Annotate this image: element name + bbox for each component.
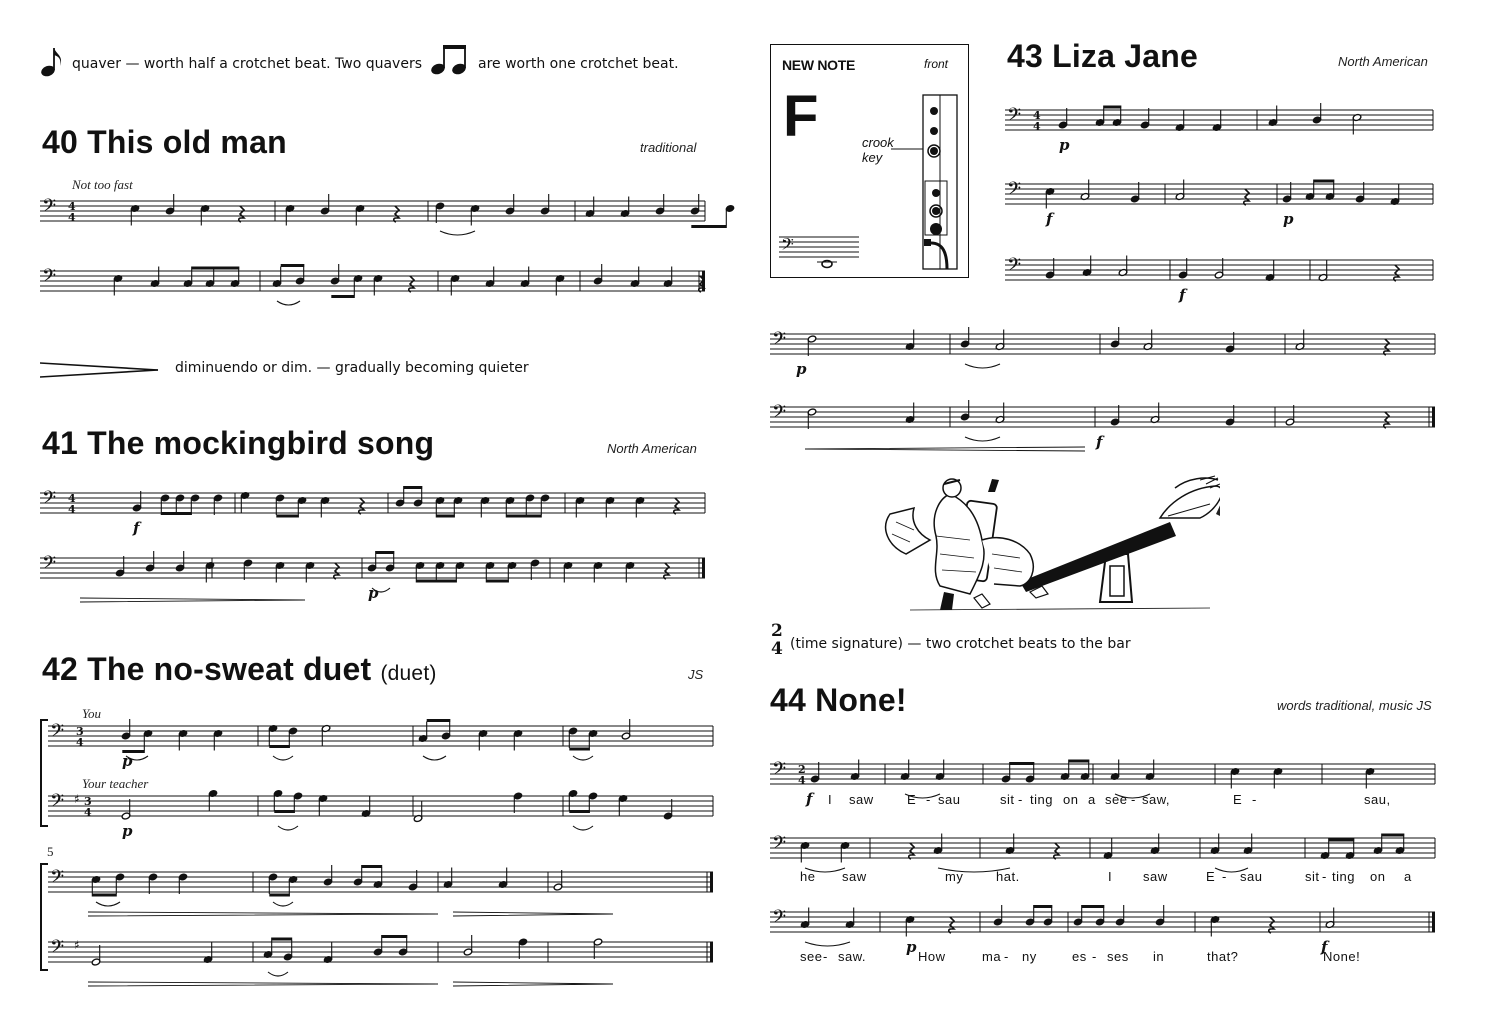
lyric-word: sau — [1240, 869, 1263, 884]
piece-42-subtitle: (duet) — [380, 662, 437, 685]
crook-key-label-1: crook — [862, 135, 894, 150]
note-beam — [416, 580, 457, 583]
staff-44-3 — [770, 906, 1440, 956]
note-beam — [1382, 834, 1405, 837]
dynamic-marking: f — [1179, 286, 1186, 304]
bass-clef-icon: 𝄢 — [772, 833, 787, 858]
dynamic-marking: f — [133, 519, 140, 537]
piece-42-title — [42, 651, 437, 688]
final-barline-thick — [1432, 912, 1435, 932]
time-signature-2-4 — [770, 620, 786, 660]
time-sig-bottom: 4 — [771, 639, 783, 659]
staff-43-1 — [1005, 104, 1440, 164]
piece-41-title: 41 The mockingbird song — [42, 425, 435, 461]
dynamic-marking: p — [1059, 136, 1070, 154]
staff-42-4 — [48, 936, 718, 976]
two-quavers-symbol — [430, 44, 470, 76]
lyric-word: ting — [1332, 869, 1355, 884]
dynamic-marking: p — [796, 360, 807, 378]
note-beam — [569, 748, 590, 751]
note-beam — [376, 551, 395, 554]
dynamic-marking: p — [122, 752, 133, 770]
bass-clef-icon: 𝄢 — [1007, 255, 1022, 280]
staff-42-2 — [48, 790, 718, 840]
bass-clef-icon: 𝄢 — [1007, 105, 1022, 130]
note-beam — [269, 894, 290, 897]
note-beam — [1082, 905, 1105, 908]
lyric-word: - — [1004, 949, 1009, 964]
staff-41-1 — [40, 487, 710, 547]
new-note-letter: F — [783, 84, 819, 149]
piece-42-title-main: 42 The no-sweat duet — [42, 651, 372, 687]
slur — [278, 826, 298, 830]
time-signature-bottom: 4 — [76, 736, 84, 749]
bass-clef-icon: 𝄢 — [50, 721, 65, 746]
lyric-word: saw — [1143, 869, 1168, 884]
note-beam — [427, 719, 451, 722]
note-beam — [269, 745, 290, 748]
note-beam — [161, 512, 192, 515]
time-signature-top: 4 — [68, 200, 76, 213]
note-beam — [331, 295, 355, 298]
time-signature-top: 3 — [76, 725, 84, 738]
crotchet-rest — [1394, 265, 1399, 281]
diminuendo-hairpin — [453, 912, 613, 916]
note-beam — [192, 267, 240, 270]
bass-clef-icon: 𝄢 — [50, 791, 65, 816]
lyric-word: ny — [1022, 949, 1037, 964]
note-beam — [92, 894, 117, 897]
bass-clef-icon: 𝄢 — [50, 867, 65, 892]
crook-key-label — [862, 135, 894, 165]
lyric-word: E — [907, 792, 917, 807]
lyrics-line-2 — [770, 869, 1440, 887]
bass-clef-icon: 𝄢 — [42, 553, 57, 578]
note-beam — [569, 810, 590, 813]
note-beam — [272, 938, 293, 941]
diminuendo-hairpin — [80, 598, 305, 602]
note-beam — [1010, 762, 1034, 765]
crotchet-rest — [334, 563, 339, 579]
time-signature-bottom: 4 — [68, 211, 76, 224]
bass-clef-icon: 𝄢 — [50, 937, 65, 962]
final-barline-thick — [710, 872, 713, 892]
part-label-teacher: Your teacher — [82, 776, 149, 791]
piece-40-credit: traditional — [640, 140, 697, 155]
lyric-word: - — [1092, 949, 1097, 964]
bass-clef-icon: 𝄢 — [42, 196, 57, 221]
lyric-word: on — [1063, 792, 1079, 807]
lyric-word: saw, — [1142, 792, 1171, 807]
piece-40-title: 40 This old man — [42, 124, 287, 160]
crotchet-rest — [1054, 843, 1059, 859]
slur — [805, 942, 850, 946]
time-signature-definition: (time signature) — two crotchet beats to the bar — [790, 636, 1131, 652]
lyric-word: I — [1108, 869, 1113, 884]
lyric-word: - — [1252, 792, 1257, 807]
final-barline-thick — [702, 558, 705, 578]
new-note-staff — [779, 231, 889, 271]
note-beam — [1034, 905, 1053, 908]
bass-clef-icon: 𝄢 — [772, 329, 787, 354]
lyric-word: that? — [1207, 949, 1239, 964]
final-barline-thick — [710, 942, 713, 962]
lyric-word: sau — [938, 792, 961, 807]
key-signature-sharp: ♯ — [74, 938, 80, 952]
lyric-word: a — [1404, 869, 1412, 884]
slur — [440, 231, 475, 235]
part-label-you: You — [82, 706, 102, 721]
note-beam — [1314, 180, 1335, 183]
staff-44-2 — [770, 832, 1440, 872]
slur — [573, 826, 593, 830]
dynamic-marking: p — [906, 938, 917, 956]
key-signature-sharp: ♯ — [74, 792, 80, 806]
note-beam — [281, 264, 305, 267]
crook-key-label-2: key — [862, 150, 883, 165]
slur — [273, 902, 293, 906]
slur — [273, 756, 293, 760]
piece-40-tempo: Not too fast — [72, 177, 133, 192]
bassoonist-seesaw-illustration — [870, 474, 1220, 614]
note-beam — [1104, 106, 1122, 109]
lyric-word: saw — [842, 869, 867, 884]
crotchet-rest — [409, 276, 414, 292]
dynamic-marking: f — [1321, 938, 1328, 956]
crotchet-rest — [394, 206, 399, 222]
crotchet-rest — [1244, 189, 1249, 205]
crotchet-rest — [949, 917, 954, 933]
note-beam — [276, 515, 299, 518]
dynamic-marking: p — [1283, 210, 1294, 228]
note-beam — [436, 515, 455, 518]
lyric-word: es — [1072, 949, 1087, 964]
dynamic-marking: f — [1046, 210, 1053, 228]
staff-41-2 — [40, 552, 710, 612]
diminuendo-hairpin — [88, 912, 438, 916]
note-beam — [274, 810, 295, 813]
time-signature-bottom: 4 — [798, 774, 806, 787]
lyrics-line-1 — [770, 792, 1440, 810]
piece-44-credit: words traditional, music JS — [1277, 698, 1432, 713]
time-signature-bottom: 4 — [84, 806, 92, 819]
slur — [96, 902, 120, 906]
slur — [268, 972, 288, 976]
lyric-word: sit — [1000, 792, 1015, 807]
bass-clef-icon: 𝄢 — [772, 402, 787, 427]
svg-text:𝄢: 𝄢 — [781, 234, 794, 258]
quaver-definition-tail: are worth one crotchet beat. — [478, 56, 679, 72]
slur — [423, 756, 446, 760]
staff-43-4 — [770, 328, 1440, 388]
diminuendo-hairpin — [40, 360, 160, 380]
bass-clef-icon: 𝄢 — [772, 759, 787, 784]
lyric-word: in — [1153, 949, 1165, 964]
piece-43-credit: North American — [1338, 54, 1428, 69]
slur — [277, 301, 300, 305]
staff-42-3 — [48, 866, 718, 916]
piece-41-credit: North American — [607, 441, 697, 456]
diminuendo-hairpin — [88, 982, 438, 986]
crotchet-rest — [664, 563, 669, 579]
slur — [965, 364, 1000, 368]
bass-clef-icon: 𝄢 — [772, 907, 787, 932]
note-beam — [404, 486, 423, 489]
dynamic-marking: p — [368, 584, 379, 602]
piece-44-title: 44 None! — [770, 682, 907, 718]
lyric-word: saw. — [838, 949, 867, 964]
crotchet-rest — [1269, 917, 1274, 933]
lyric-word: - — [823, 949, 828, 964]
lyric-word: see — [800, 949, 823, 964]
dynamic-marking: f — [1096, 433, 1103, 451]
lyric-word: a — [1088, 792, 1096, 807]
diminuendo-definition: diminuendo or dim. — gradually becoming quieter — [175, 360, 529, 376]
time-signature-bottom: 4 — [1033, 120, 1041, 133]
lyric-word: ting — [1030, 792, 1053, 807]
lyric-word: - — [1018, 792, 1023, 807]
dynamic-marking: f — [806, 790, 813, 808]
slur — [573, 756, 593, 760]
new-note-box — [770, 44, 969, 278]
lyric-word: None! — [1323, 949, 1361, 964]
crotchet-rest — [359, 498, 364, 514]
crotchet-rest — [239, 206, 244, 222]
crescendo-hairpin — [805, 447, 1085, 451]
staff-42-1 — [48, 720, 718, 770]
final-barline-thick — [1432, 407, 1435, 427]
note-beam — [382, 935, 408, 938]
lyric-word: E — [1206, 869, 1216, 884]
time-signature-top: 3 — [84, 795, 92, 808]
bassoon-fingering-chart — [891, 93, 961, 271]
lyric-word: I — [828, 792, 833, 807]
time-signature-top: 4 — [1033, 109, 1041, 122]
lyric-word: my — [945, 869, 964, 884]
time-sig-top: 2 — [771, 621, 783, 641]
piece-42-credit: JS — [688, 667, 704, 682]
bass-clef-icon: 𝄢 — [42, 266, 57, 291]
staff-40-1 — [40, 195, 710, 245]
crotchet-rest — [1384, 339, 1389, 355]
bass-clef-icon: 𝄢 — [1007, 179, 1022, 204]
lyric-word: sau, — [1364, 792, 1391, 807]
staff-43-2 — [1005, 178, 1440, 238]
crotchet-rest — [674, 498, 679, 514]
staff-40-2 — [40, 265, 710, 315]
lyric-word: - — [1131, 792, 1136, 807]
note-beam — [486, 580, 509, 583]
crotchet-rest — [1384, 412, 1389, 428]
lyric-word: - — [926, 792, 931, 807]
lyric-word: ses — [1107, 949, 1129, 964]
lyric-word: on — [1370, 869, 1386, 884]
new-note-label: NEW NOTE — [782, 57, 856, 73]
note-beam — [362, 865, 383, 868]
lyric-word: - — [1322, 869, 1327, 884]
note-beam — [506, 515, 542, 518]
piece-43-title: 43 Liza Jane — [1007, 38, 1198, 74]
note-beam — [1329, 839, 1355, 842]
bass-clef-icon: 𝄢 — [42, 488, 57, 513]
lyrics-line-3 — [770, 949, 1440, 967]
lyric-word: - — [1222, 869, 1227, 884]
lyric-word: sit — [1305, 869, 1320, 884]
dynamic-marking: p — [122, 822, 133, 840]
lyric-word: E — [1233, 792, 1243, 807]
note-beam — [1069, 760, 1090, 763]
slur — [965, 437, 1000, 441]
lyric-word: saw — [849, 792, 874, 807]
lyric-word: How — [918, 949, 946, 964]
quaver-definition: quaver — worth half a crotchet beat. Two quavers — [72, 56, 423, 72]
staff-43-3 — [1005, 254, 1440, 314]
lyric-word: ma — [982, 949, 1002, 964]
crotchet-rest — [909, 843, 914, 859]
time-signature-bottom: 4 — [68, 503, 76, 516]
bar-number-5: 5 — [47, 844, 54, 859]
staff-43-5 — [770, 401, 1440, 461]
lyric-word: hat. — [996, 869, 1020, 884]
lyric-word: he — [800, 869, 816, 884]
diminuendo-hairpin — [453, 982, 613, 986]
note-beam — [691, 225, 727, 228]
quaver-symbol — [40, 46, 66, 78]
time-signature-top: 4 — [68, 492, 76, 505]
time-signature-top: 2 — [798, 763, 806, 776]
new-note-view: front — [924, 57, 949, 71]
lyric-word: see — [1105, 792, 1128, 807]
